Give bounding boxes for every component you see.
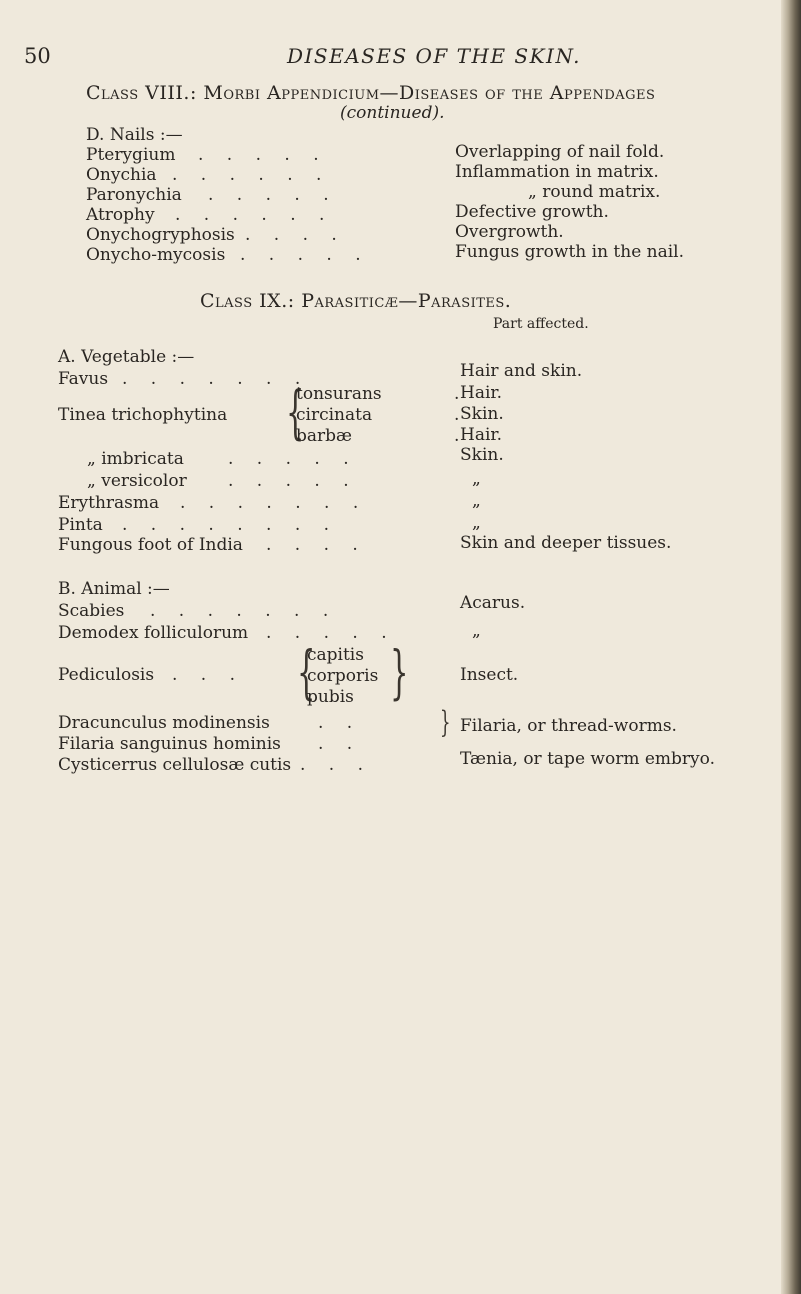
scabies-name: Scabies xyxy=(58,601,125,621)
brace: { xyxy=(286,378,305,446)
leader-dots: . . . . . . . xyxy=(150,601,338,621)
class-viii-title: Class VIII.: Morbi Appendicium—Diseases of the Appendages xyxy=(86,82,656,104)
pediculosis-sub-2: corporis xyxy=(307,666,379,686)
leader-dots: . . . . . . xyxy=(172,165,331,185)
versicolor-name: „ versicolor xyxy=(87,471,187,491)
class-viii-continued: (continued). xyxy=(340,103,445,123)
imbricata-name: „ imbricata xyxy=(87,449,184,469)
nails-name-5: Onychogryphosis xyxy=(86,225,235,245)
favus-name: Favus xyxy=(58,369,109,389)
brace: { xyxy=(297,638,316,706)
animal-heading: B. Animal :— xyxy=(58,579,170,599)
pediculosis-part: Insect. xyxy=(460,665,519,685)
nails-name-2: Onychia xyxy=(86,165,157,185)
leader-dots: . . . . . . . xyxy=(180,493,368,513)
fungous-part: Skin and deeper tissues. xyxy=(460,533,672,553)
pediculosis-sub-3: pubis xyxy=(307,687,354,707)
part-affected-header: Part affected. xyxy=(493,316,589,332)
tinea-part-2: Skin. xyxy=(460,404,504,424)
leader-dots: . . . . . . . xyxy=(122,369,310,389)
cysticercus-name: Cysticerrus cellulosæ cutis xyxy=(58,755,292,775)
leader-dots: . . . . . xyxy=(266,623,396,643)
pediculosis-name: Pediculosis xyxy=(58,665,155,685)
tinea-sub-1: tonsurans xyxy=(296,384,382,404)
leader-dots: . . . . . xyxy=(228,449,358,469)
brace-closing: } xyxy=(440,705,451,740)
leader-dots: . . . . . xyxy=(240,245,370,265)
leader-dots: . . . . . xyxy=(198,145,328,165)
brace-closing: } xyxy=(390,638,409,706)
fungous-name: Fungous foot of India xyxy=(58,535,243,555)
row-dot: . xyxy=(454,405,460,425)
versicolor-part: „ xyxy=(472,469,481,489)
leader-dots: . . . . . . . . xyxy=(122,515,339,535)
row-dot: . xyxy=(454,426,460,446)
leader-dots: . . . xyxy=(172,665,245,685)
scabies-part: Acarus. xyxy=(460,593,526,613)
erythrasma-name: Erythrasma xyxy=(58,493,160,513)
leader-dots: . . . . xyxy=(266,535,367,555)
tinea-part-1: Hair. xyxy=(460,383,503,403)
nails-desc-2: Inflammation in matrix. xyxy=(455,162,659,182)
vegetable-heading: A. Vegetable :— xyxy=(58,347,195,367)
leader-dots: . . xyxy=(318,734,362,754)
nails-name-3: Paronychia xyxy=(86,185,182,205)
page-number: 50 xyxy=(24,44,51,68)
demodex-name: Demodex folliculorum xyxy=(58,623,249,643)
pinta-name: Pinta xyxy=(58,515,103,535)
running-title: DISEASES OF THE SKIN. xyxy=(287,44,582,68)
tinea-part-3: Hair. xyxy=(460,425,503,445)
nails-name-6: Onycho-mycosis xyxy=(86,245,226,265)
nails-desc-6: Fungus growth in the nail. xyxy=(455,242,685,262)
page-edge-shadow xyxy=(781,0,801,1294)
row-dot: . xyxy=(454,384,460,404)
nails-desc-3: „ round matrix. xyxy=(528,182,661,202)
cysticercus-part: Tænia, or tape worm embryo. xyxy=(460,749,715,769)
class-ix-title: Class IX.: Parasiticæ—Parasites. xyxy=(200,290,512,312)
leader-dots: . . . . . . xyxy=(175,205,334,225)
nails-desc-1: Overlapping of nail fold. xyxy=(455,142,665,162)
leader-dots: . . . xyxy=(300,755,373,775)
tinea-sub-3: barbæ xyxy=(296,426,353,446)
imbricata-part: Skin. xyxy=(460,445,504,465)
nails-desc-5: Overgrowth. xyxy=(455,222,564,242)
tinea-name: Tinea trichophytina xyxy=(58,405,228,425)
leader-dots: . . . . . xyxy=(208,185,338,205)
pediculosis-sub-1: capitis xyxy=(307,645,364,665)
filaria-name: Filaria sanguinus hominis xyxy=(58,734,281,754)
nails-heading: D. Nails :— xyxy=(86,125,183,145)
nails-desc-4: Defective growth. xyxy=(455,202,609,222)
tinea-sub-2: circinata xyxy=(296,405,373,425)
nails-name-4: Atrophy xyxy=(86,205,155,225)
pinta-part: „ xyxy=(472,513,481,533)
demodex-part: „ xyxy=(472,621,481,641)
filaria-part: Filaria, or thread-worms. xyxy=(460,716,677,736)
leader-dots: . . . . . xyxy=(228,471,358,491)
leader-dots: . . xyxy=(318,713,362,733)
favus-part: Hair and skin. xyxy=(460,361,583,381)
leader-dots: . . . . xyxy=(245,225,346,245)
dracunculus-name: Dracunculus modinensis xyxy=(58,713,270,733)
erythrasma-part: „ xyxy=(472,491,481,511)
nails-name-1: Pterygium xyxy=(86,145,176,165)
